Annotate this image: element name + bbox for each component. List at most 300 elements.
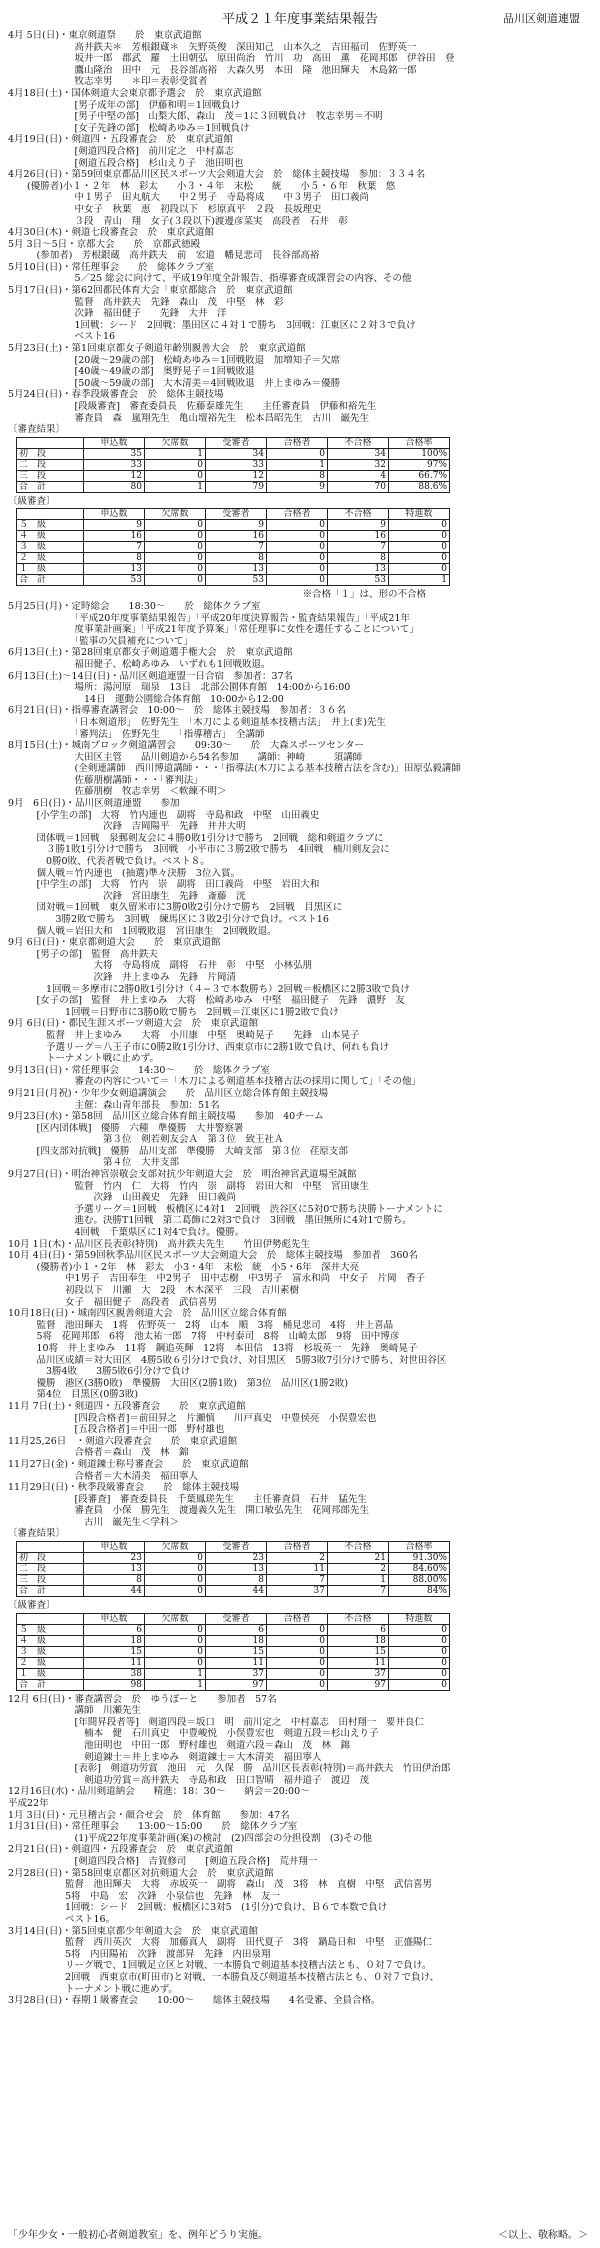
table-header-cell: 不合格 bbox=[328, 437, 389, 448]
report-line: 4月 5日(日)・東京剣道祭 於 東京武道館 bbox=[8, 30, 202, 41]
report-line: 佐藤朋樹 牧志幸男 ＜軟練不明＞ bbox=[8, 786, 227, 798]
table-cell: 0 bbox=[389, 531, 450, 542]
report-line: 中女子 秋葉 恵 初段以下 杉原真平 ２段 長坂理史 bbox=[8, 203, 322, 215]
table-cell: 0 bbox=[145, 520, 206, 531]
report-header bbox=[8, 6, 592, 30]
report-line: トーナメント戦に止めず。 bbox=[8, 1053, 159, 1065]
report-line: 5月25日(月)・定時総会 18:30〜 於 総体クラブ室 bbox=[8, 600, 261, 612]
table-row bbox=[17, 1564, 450, 1575]
table-cell: 97% bbox=[389, 459, 450, 470]
report-line: 「監事の欠員補充について」 bbox=[8, 635, 194, 647]
report-line: (1)平成22年度事業計画(案)の検討 (2)四部会の分担役割 (3)その他 bbox=[8, 1832, 372, 1844]
table-header-cell: 受審者 bbox=[206, 1542, 267, 1553]
report-line: 予選リーグ＝八王子市に0勝2敗1引分け、西東京市に2勝1敗で負け、何れも負け bbox=[8, 1041, 389, 1053]
table-cell: 0 bbox=[389, 520, 450, 531]
table-cell: 1 bbox=[389, 575, 450, 586]
table-header-cell bbox=[17, 1613, 84, 1624]
table-row-label: ３ 級 bbox=[17, 1646, 84, 1657]
table-cell: 0 bbox=[145, 542, 206, 553]
report-line: リーグ戦で、1回戦足立区と対戦、一本勝負で剣道基本技稽古法とも、０対７で負け。 bbox=[8, 1960, 432, 1972]
table-cell: 38 bbox=[84, 1668, 145, 1679]
report-line: 5／25 総会に向けて、平成19年度全計報告、指導審査成課習会の内容、その他 bbox=[8, 273, 412, 285]
table-row-label: 三 段 bbox=[17, 1575, 84, 1586]
table-cell: 0 bbox=[145, 564, 206, 575]
report-line: 5月10日(日)・常任理事会 於 総体クラブ室 bbox=[8, 261, 215, 273]
table-header-cell: 合格者 bbox=[267, 1542, 328, 1553]
table-row-label: １ 級 bbox=[17, 564, 84, 575]
table-cell: 0 bbox=[145, 1635, 206, 1646]
table-cell: 53 bbox=[328, 575, 389, 586]
report-line: [剣道四段合格] 前川定之 中村嘉志 bbox=[8, 145, 234, 157]
report-line: 監督 竹内 仁 大将 竹内 崇 副将 岩田大和 中堅 宮田康生 bbox=[8, 1180, 370, 1192]
table-header-row bbox=[17, 509, 450, 520]
report-line: 4回戦 千葉県区に1対4で負け。優勝。 bbox=[8, 1227, 245, 1239]
report-line: 第３位 剣若剣友会Ａ 第３位 致王社Ａ bbox=[8, 1134, 284, 1146]
report-line: (優勝者)小１・２年 林 彩太 小３・４年 末松 統 小５・６年 秋葉 悠 bbox=[8, 180, 396, 192]
report-line: 剣道功労賞＝高井鉄夫 寺島和政 田口智晴 福井道子 渡辺 茂 bbox=[8, 1774, 370, 1786]
table-cell: 0 bbox=[145, 553, 206, 564]
table-cell: 0 bbox=[267, 531, 328, 542]
report-line: 2回戦 西東京市(町田市)と対戦、一本勝負及び剣道基本技稽古法とも、０対７で負け、 bbox=[8, 1971, 440, 1983]
report-line: 14日 運動公園総合体育館 10:00から12:00 bbox=[8, 693, 284, 705]
table-row-label: ５ 級 bbox=[17, 520, 84, 531]
table-row bbox=[17, 564, 450, 575]
report-line: [中学生の部] 大将 竹内 崇 副将 田口義尚 中堅 岩田大和 bbox=[8, 879, 320, 891]
report-line: [五段合格者]＝中田一郎 野村雄也 bbox=[8, 1424, 225, 1436]
report-line: 8月15日(土)・城南ブロック剣道講習会 09:30〜 於 大森スポーツセンター bbox=[8, 740, 364, 752]
table-cell: 0 bbox=[267, 553, 328, 564]
results-table bbox=[16, 508, 450, 586]
table-cell: 53 bbox=[84, 575, 145, 586]
table-row bbox=[17, 1586, 450, 1597]
table-cell: 6 bbox=[84, 1624, 145, 1635]
report-line: [剣道四段合格] 吉賀修司 [剣道五段合格] 荒井翔一 bbox=[8, 1855, 318, 1867]
table-row bbox=[17, 470, 450, 481]
report-line: (参加者) 芳根銀蔵 高井鉄夫 前 宏道 幡見悲司 長谷部高裕 bbox=[8, 250, 320, 262]
table-cell: 66.7% bbox=[389, 470, 450, 481]
report-line: 4月26日(日)・第59回東京都品川区民スポーツ大会剣道大会 於 総体主競技場 参加：３３４名 bbox=[8, 169, 426, 181]
report-line: 大将 寺島将成 副将 石井 彰 中堅 小林弘朋 bbox=[8, 960, 313, 972]
table-cell: 0 bbox=[267, 1635, 328, 1646]
table-cell: 18 bbox=[328, 1635, 389, 1646]
table-cell: 0 bbox=[389, 564, 450, 575]
table-cell: 0 bbox=[145, 1624, 206, 1635]
table-cell: 34 bbox=[328, 448, 389, 459]
table-header-cell: 合格者 bbox=[267, 437, 328, 448]
report-line: [段級審査] 審査委員長 佐藤泰雄先生 主任審査員 伊藤和裕先生 bbox=[8, 401, 377, 412]
table-cell: 8 bbox=[267, 470, 328, 481]
report-line: 1回戦＝多摩市に2勝0敗1引分け（４−３で本数勝ち）2回戦＝板橋区に2勝3敗で負け bbox=[8, 983, 410, 995]
table-cell: 18 bbox=[84, 1635, 145, 1646]
table-header-cell bbox=[17, 509, 84, 520]
table-row bbox=[17, 520, 450, 531]
report-line: 次鋒 福田健子 先鋒 大井 洋 bbox=[8, 308, 227, 320]
table-cell: 15 bbox=[84, 1646, 145, 1657]
report-line: 優勝 港区(3勝0敗) 準優勝 大田区(2勝1敗) 第3位 品川区(1勝2敗) bbox=[8, 1377, 349, 1389]
table-cell: 0 bbox=[145, 1646, 206, 1657]
table-row bbox=[17, 1575, 450, 1586]
report-line: 個人戦＝岩田大和 1回戦敗退 宮田康生 2回戦敗退。 bbox=[8, 925, 277, 937]
report-document bbox=[8, 6, 592, 2007]
results-table bbox=[16, 437, 450, 493]
table-cell: 0 bbox=[389, 1624, 450, 1635]
table-cell: 0 bbox=[389, 1679, 450, 1690]
table-cell: 7 bbox=[206, 542, 267, 553]
table-cell: 37 bbox=[206, 1668, 267, 1679]
report-line: 監督 池田輝夫 1将 佐野英一 2将 山本 順 3将 桶見悲司 4将 井上喜晶 bbox=[8, 1319, 394, 1331]
table-cell: 15 bbox=[328, 1646, 389, 1657]
report-line: 次鋒 吉岡陽平 先鋒 井井大明 bbox=[8, 821, 246, 833]
table-header-cell: 合格者 bbox=[267, 509, 328, 520]
report-line: 次鋒 宮田康生 先鋒 斎藤 洸 bbox=[8, 890, 246, 902]
report-line: 度事業計画案」「平成21年度予算案」「常任理事に女性を選任することについて」 bbox=[8, 624, 419, 636]
table-cell: 0 bbox=[267, 1657, 328, 1668]
table-cell: 0 bbox=[389, 1646, 450, 1657]
report-line: [年間昇段者等] 剣道四段＝坂口 明 前川定之 中村嘉志 田村翔一 要井良仁 bbox=[8, 1716, 424, 1728]
report-line: 審査員 森 嵐翔先生 亀山壇裕先生 松本昌昭先生 古川 巌先生 bbox=[8, 412, 370, 424]
table-row-label: ３ 級 bbox=[17, 542, 84, 553]
report-line: 個人戦＝竹内連也 (抽選)準々決勝 3位入賞。 bbox=[8, 867, 240, 879]
report-line: 9月13日(日)・常任理事会 14:30〜 於 総体クラブ室 bbox=[8, 1064, 270, 1076]
report-footer bbox=[8, 2226, 588, 2240]
report-line: 1回戦：シード 2回戦：墨田区に４対１で勝ち 3回戦：江東区に２対３で負け bbox=[8, 319, 416, 331]
results-table-caption: 〔級審査〕 bbox=[8, 1600, 56, 1612]
report-line: 5月24日(日)・春季段級審査会 於 総体主競技場 bbox=[8, 389, 224, 401]
table-cell: 0 bbox=[145, 1564, 206, 1575]
table-row-label: １ 級 bbox=[17, 1668, 84, 1679]
report-line: 3月28日(日)・春期１級審査会 10:00〜 総体主競技場 4名受審、全員合格。 bbox=[8, 1995, 381, 2007]
report-line: 監督 西川英次 大将 加藤真人 副将 田代夏子 3将 鍋島日和 中堅 正盛陽仁 bbox=[8, 1937, 433, 1949]
report-line: 剣道錬士＝井上まゆみ 剣道錬士＝大木清美 福田寧人 bbox=[8, 1751, 322, 1763]
table-cell: 9 bbox=[328, 520, 389, 531]
table-header-cell: 受審者 bbox=[206, 509, 267, 520]
report-line: 監督 井上まゆみ 大将 小川康 中堅 奥崎晃子 先鋒 山本晃子 bbox=[8, 1029, 360, 1041]
table-cell: 33 bbox=[206, 459, 267, 470]
table-row bbox=[17, 542, 450, 553]
table-cell: 1 bbox=[145, 448, 206, 459]
table-header-row bbox=[17, 437, 450, 448]
footer-note: 「少年少女・一般初心者剣道教室」を、例年どうり実施。 bbox=[8, 2230, 268, 2241]
table-cell: 8 bbox=[206, 1575, 267, 1586]
table-header-cell: 合格率 bbox=[389, 1542, 450, 1553]
table-row-label: ５ 級 bbox=[17, 1624, 84, 1635]
table-cell: 35 bbox=[84, 448, 145, 459]
table-row-label: ４ 級 bbox=[17, 1635, 84, 1646]
report-line: 古川 巌先生＜学科＞ bbox=[8, 1516, 180, 1528]
report-line: 平成22年 bbox=[8, 1798, 49, 1809]
report-line: [男子中堅の部] 山梨大郎、森山 茂＝1に３回戦負け 牧志幸男＝不明 bbox=[8, 111, 383, 123]
table-cell: 0 bbox=[145, 1586, 206, 1597]
table-cell: 34 bbox=[206, 448, 267, 459]
report-line: 審査の内容について＝「木刀による剣道基本技稽古法の採用に関して」「その他」 bbox=[8, 1076, 422, 1088]
report-line: [女子先鋒の部] 松崎あゆみ＝1回戦負け bbox=[8, 122, 250, 134]
table-cell: 2 bbox=[328, 1564, 389, 1575]
report-line: 主催：森山青年部長 参加：51名 bbox=[8, 1099, 220, 1111]
table-cell: 88.00% bbox=[389, 1575, 450, 1586]
report-line: トーナメント戦に進めず。 bbox=[8, 1983, 178, 1995]
table-row bbox=[17, 1646, 450, 1657]
table-cell: 1 bbox=[267, 459, 328, 470]
report-line: 団体戦＝1回戦 泉郵剣友会に４勝0敗1引分けで勝ち 2回戦 総和剣道クラブに bbox=[8, 832, 384, 844]
table-cell: 0 bbox=[145, 1657, 206, 1668]
table-header-cell: 申込数 bbox=[84, 509, 145, 520]
table-row bbox=[17, 1668, 450, 1679]
results-table bbox=[16, 1613, 450, 1691]
table-cell: 0 bbox=[267, 1679, 328, 1690]
table-cell: 0 bbox=[145, 470, 206, 481]
table-cell: 0 bbox=[267, 1646, 328, 1657]
report-line: 池田明也 中田一郎 野村雄也 剣道六段＝森山 茂 林 錦 bbox=[8, 1740, 351, 1752]
report-line: 合格者＝大木清美 福田寧人 bbox=[8, 1470, 199, 1482]
table-cell: 9 bbox=[206, 520, 267, 531]
table-cell: 13 bbox=[206, 1564, 267, 1575]
table-header-cell: 申込数 bbox=[84, 437, 145, 448]
table-cell: 0 bbox=[267, 1624, 328, 1635]
table-header-cell: 申込数 bbox=[84, 1542, 145, 1553]
table-header-cell: 特進数 bbox=[389, 509, 450, 520]
report-title: 平成２１年度事業結果報告 bbox=[221, 12, 378, 27]
report-line: 10将 井上まゆみ 11将 鋼追英輝 12将 本田信 13将 杉坂英一 先鋒 奥崎晃子 bbox=[8, 1342, 418, 1354]
report-line: 2月21日(日)・剣道四・五段審査会 於 東京武道館 bbox=[8, 1844, 234, 1856]
table-cell: 7 bbox=[84, 542, 145, 553]
table-row bbox=[17, 448, 450, 459]
results-table-caption: 〔審査結果〕 bbox=[8, 1528, 66, 1540]
report-line: 1月31日(日)・常任理事会 13:00〜15:00 於 総体クラブ室 bbox=[8, 1821, 298, 1833]
table-cell: 16 bbox=[206, 531, 267, 542]
report-line: 10月18日(日)・城南四区親善剣道大会 於 品川区立総合体育館 bbox=[8, 1308, 287, 1320]
table-cell: 2 bbox=[267, 1553, 328, 1564]
report-line: 9月 6日(日)・都民生涯スポーツ剣道大会 於 東京武道館 bbox=[8, 1018, 259, 1030]
table-cell: 33 bbox=[84, 459, 145, 470]
table-row bbox=[17, 553, 450, 564]
report-line: 4月30日(木)・剣道七段審査会 於 東京武道館 bbox=[8, 227, 215, 239]
report-line: 11月 7日(土)・剣道四・五段審査会 於 東京武道館 bbox=[8, 1400, 246, 1412]
report-line: 楠本 健 石川真史 中豊峻悦 小俣豊宏也 剣道五段＝杉山えり子 bbox=[8, 1728, 379, 1740]
report-line: 5月23日(土)・第1回東京都女子剣道年齢別親善大会 於 東京武道館 bbox=[8, 343, 306, 355]
report-line: 牧志幸男 ＊印＝表彰受賞者 bbox=[8, 76, 208, 88]
report-line: 初段以下 川瀬 大 2段 木木深平 三段 吉川素樹 bbox=[8, 1285, 300, 1296]
table-cell: 100% bbox=[389, 448, 450, 459]
report-line: [区内団体戦] 優勝 六種 準優勝 大井警察署 bbox=[8, 1122, 244, 1134]
report-line: 11月27日(金)・剣道錬士称号審査会 於 東京武道館 bbox=[8, 1458, 249, 1470]
report-line: 品川区成績＝対大田区 4勝5敗６引分けで負け、対目黒区 5勝3敗7引分けで勝ち、対世田谷区 bbox=[8, 1354, 447, 1366]
report-line: 予選リーグ＝1回戦 板橋区に4対1 2回戦 渋谷区に5対0で勝ち決勝トーナメントに bbox=[8, 1203, 443, 1215]
table-cell: 8 bbox=[206, 553, 267, 564]
table-cell: 11 bbox=[84, 1657, 145, 1668]
table-row bbox=[17, 531, 450, 542]
table-row-label: 初 段 bbox=[17, 448, 84, 459]
footer-honorific-note: ＜以上、敬称略。＞ bbox=[498, 2230, 588, 2241]
table-cell: 0 bbox=[145, 575, 206, 586]
report-line: ※合格「１」は、形の不合格 bbox=[8, 589, 427, 601]
table-cell: 13 bbox=[84, 1564, 145, 1575]
report-line: [剣道五段合格] 杉山えり子 池田明也 bbox=[8, 157, 244, 169]
table-cell: 8 bbox=[84, 1575, 145, 1586]
table-cell: 0 bbox=[389, 553, 450, 564]
table-row bbox=[17, 1553, 450, 1564]
table-cell: 88.6% bbox=[389, 481, 450, 492]
table-cell: 13 bbox=[206, 564, 267, 575]
table-header-cell bbox=[17, 437, 84, 448]
table-row bbox=[17, 481, 450, 492]
report-line: 場所：湯河原 瑞泉 13日 北部公園体育館 14:00から16:00 bbox=[8, 682, 351, 694]
report-line: 合格者＝森山 茂 林 錦 bbox=[8, 1447, 189, 1459]
table-row-label: 二 段 bbox=[17, 459, 84, 470]
table-header-cell: 受審者 bbox=[206, 437, 267, 448]
report-line: 団対戦＝1回戦 東久留米市に3勝0敗2引分けで勝ち 2回戦 目黒区に bbox=[8, 902, 343, 914]
table-header-cell: 欠席数 bbox=[145, 1542, 206, 1553]
table-cell: 97 bbox=[328, 1679, 389, 1690]
table-cell: 44 bbox=[206, 1586, 267, 1597]
report-line: 12月16日(水)・品川剣道納会 精進：18：30〜 納会＝20:00〜 bbox=[8, 1786, 310, 1798]
table-cell: 0 bbox=[389, 1635, 450, 1646]
table-row-label: 三 段 bbox=[17, 470, 84, 481]
table-cell: 12 bbox=[84, 470, 145, 481]
report-line: 9月23日(水)・第58回 品川区立総合体育館主競技場 参加 40チーム bbox=[8, 1111, 324, 1123]
table-cell: 13 bbox=[84, 564, 145, 575]
table-cell: 16 bbox=[328, 531, 389, 542]
report-line: 佐藤朋樹講師・・・「審判法」 bbox=[8, 774, 203, 786]
report-line: 11月25,26日 ・剣道六段審査会 於 東京武道館 bbox=[8, 1435, 238, 1447]
report-body bbox=[8, 30, 592, 2007]
table-cell: 0 bbox=[267, 1668, 328, 1679]
report-line: 講師 川瀬先生 bbox=[8, 1705, 142, 1717]
table-cell: 0 bbox=[267, 448, 328, 459]
report-line: 9月 6日(日)・東京都剣道大会 於 東京武道館 bbox=[8, 937, 221, 949]
table-cell: 9 bbox=[267, 481, 328, 492]
table-cell: 11 bbox=[206, 1657, 267, 1668]
report-line: 2月28日(日)・第58回東京都区対抗剣道大会 於 東京武道館 bbox=[8, 1867, 274, 1879]
report-line: 監督 池田輝夫 大将 赤坂英一 副将 森山 茂 3将 林 直樹 中堅 武信喜男 bbox=[8, 1879, 433, 1891]
table-cell: 11 bbox=[328, 1657, 389, 1668]
table-cell: 44 bbox=[84, 1586, 145, 1597]
table-cell: 18 bbox=[206, 1635, 267, 1646]
report-line: 4月18日(土)・国体剣道大会東京都予選会 於 東京武道館 bbox=[8, 87, 262, 99]
report-line: 3勝2敗で勝ち 3回戦 練馬区に３敗2引分けで負け。ベスト16 bbox=[8, 914, 329, 925]
report-line: 1月 3日(日)・元旦稽古会・顔合せ会 於 体育館 参加：47名 bbox=[8, 1809, 290, 1821]
table-header-cell: 不合格 bbox=[328, 509, 389, 520]
report-line: 4月19日(日)・剣道四・五段審査会 於 東京武道館 bbox=[8, 134, 234, 146]
table-cell: 4 bbox=[328, 470, 389, 481]
report-line: [四支部対抗戦] 優勝 品川支部 準優勝 大崎支部 第３位 荏原支部 bbox=[8, 1145, 348, 1157]
table-cell: 0 bbox=[145, 1575, 206, 1586]
report-line: 6月13日(土)〜14日(日)・品川区剣道連盟一日合宿 参加者：37名 bbox=[8, 670, 294, 682]
table-cell: 84.60% bbox=[389, 1564, 450, 1575]
table-row-label: 合 計 bbox=[17, 1679, 84, 1690]
report-line: 9月21日(月祝)・少年少女剣道講演会 於 品川区立総合体育館主競技場 bbox=[8, 1087, 329, 1099]
table-cell: 84% bbox=[389, 1586, 450, 1597]
table-row-label: 合 計 bbox=[17, 575, 84, 586]
report-line: 10月 1日(木)・品川区長表彰(特別) 高井鉄夫先生 竹田伊勢彪先生 bbox=[8, 1238, 310, 1250]
report-line: 大田区主管 品川剣道から54名参加 講師：神崎 須講師 bbox=[8, 751, 363, 763]
report-line: 「平成20年度事業結果報告」「平成20年度決算報告・監査結果報告」「平成21年 bbox=[8, 612, 411, 624]
table-row-label: 合 計 bbox=[17, 1586, 84, 1597]
table-cell: 7 bbox=[328, 542, 389, 553]
results-table-caption: 〔級審査〕 bbox=[8, 495, 56, 507]
report-line: [40歳〜49歳の部] 奥野晃子＝1回戦敗退 bbox=[8, 366, 255, 378]
table-header-cell: 特進数 bbox=[389, 1613, 450, 1624]
table-row-label: 合 計 bbox=[17, 481, 84, 492]
report-line: ３段 青山 翔 女子(３段以下)渡邊彦菜実 高段者 石井 彰 bbox=[8, 215, 348, 227]
report-line: 5将 内田陽祐 次鋒 渡部昇 先鋒 内田泉翔 bbox=[8, 1948, 271, 1960]
table-cell: 11 bbox=[267, 1564, 328, 1575]
report-line: 9月27日(日)・明治神宮崇敬会支部対抗少年剣道大会 於 明治神宮武道場至誠館 bbox=[8, 1169, 357, 1181]
table-header-cell: 不合格 bbox=[328, 1613, 389, 1624]
table-row bbox=[17, 459, 450, 470]
report-line: [50歳〜59歳の部] 大木清美＝4回戦敗退 井上まゆみ＝優勝 bbox=[8, 377, 341, 389]
report-line: [小学生の部] 大将 竹内連也 副将 寺島和政 中堅 山田義史 bbox=[8, 809, 320, 821]
table-row-label: ２ 級 bbox=[17, 553, 84, 564]
table-cell: 98 bbox=[84, 1679, 145, 1690]
table-cell: 0 bbox=[267, 542, 328, 553]
report-line: ベスト16。 bbox=[8, 1913, 116, 1925]
table-cell: 0 bbox=[389, 1668, 450, 1679]
report-line: 9月 6日(日)・品川区剣道連盟 参加 bbox=[8, 798, 180, 810]
table-header-cell: 受審者 bbox=[206, 1613, 267, 1624]
report-line: 中1男子 吉田奉生 中2男子 田中志樹 中3男子 富永和尚 中女子 片岡 香子 bbox=[8, 1273, 426, 1285]
report-line: 5月 3日〜5日・京都大会 於 京都武徳殿 bbox=[8, 238, 201, 250]
report-line: ３勝1敗1引分けで勝ち 3回戦 小平市に３勝2敗で勝ち 4回戦 楠川剣友会に bbox=[8, 844, 390, 856]
table-header-cell: 欠席数 bbox=[145, 509, 206, 520]
report-line: 0勝0敗、代表者戦で負け。ベスト８。 bbox=[8, 856, 210, 868]
table-cell: 32 bbox=[328, 459, 389, 470]
report-line: 中１男子 田丸航大 中２男子 寺島将成 中３男子 田口義尚 bbox=[8, 192, 370, 204]
report-line: 次鋒 井上まゆみ 先鋒 片岡清 bbox=[8, 971, 237, 983]
report-line: 5月17日(日)・第62回都民体育大会「東京都総合 於 東京武道館 bbox=[8, 285, 293, 297]
report-line: (優勝者)小１・2年 林 彩太 小3・4年 末松 統 小5・6年 深井大亮 bbox=[8, 1261, 360, 1273]
table-header-cell: 合格率 bbox=[389, 437, 450, 448]
report-line: 「日本剣道形」 佐野先生 「木刀による剣道基本技稽古法」 井上(ま)先生 bbox=[8, 716, 386, 728]
report-line: 福田健子、松崎あゆみ いずれも1回戦敗退。 bbox=[8, 658, 271, 670]
table-cell: 23 bbox=[206, 1553, 267, 1564]
table-cell: 37 bbox=[267, 1586, 328, 1597]
table-cell: 6 bbox=[328, 1624, 389, 1635]
table-header-cell: 合格者 bbox=[267, 1613, 328, 1624]
table-header-cell: 欠席数 bbox=[145, 437, 206, 448]
table-header-cell: 欠席数 bbox=[145, 1613, 206, 1624]
report-line: 3月14日(日)・第5回東京都少年剣道大会 於 東京武道館 bbox=[8, 1925, 259, 1937]
table-cell: 7 bbox=[328, 1586, 389, 1597]
table-row bbox=[17, 1679, 450, 1690]
results-table bbox=[16, 1541, 450, 1597]
report-line: [表彰] 剣道功労賞 池田 元 久保 勝 品川区長表彰(特別)＝高井鉄夫 竹田伊治郎 bbox=[8, 1763, 451, 1775]
report-line: 監督 高井鉄夫 先鋒 森山 茂 中堅 林 彩 bbox=[8, 296, 284, 308]
table-cell: 23 bbox=[84, 1553, 145, 1564]
report-line: 6月13日(土)・第28回東京都女子剣道選手権大会 於 東京武道館 bbox=[8, 647, 293, 659]
table-header-cell bbox=[17, 1542, 84, 1553]
table-cell: 13 bbox=[328, 564, 389, 575]
report-line: [段審査] 審査委員長 千葉鳳瑳先生 主任審査員 石井 猛先生 bbox=[8, 1493, 367, 1505]
table-row-label: ４ 級 bbox=[17, 531, 84, 542]
report-line: [男子成年の部] 伊藤和明＝1回戦負け bbox=[8, 99, 240, 111]
table-cell: 91.30% bbox=[389, 1553, 450, 1564]
table-row-label: ２ 級 bbox=[17, 1657, 84, 1668]
report-line: 次鋒 山田義史 先鋒 田口義尚 bbox=[8, 1192, 237, 1204]
report-line: 高井鉄夫＊ 芳根銀蔵＊ 矢野英俊 深田知己 山本久之 吉田福司 佐野英一 bbox=[8, 41, 417, 53]
table-cell: 21 bbox=[328, 1553, 389, 1564]
table-cell: 9 bbox=[84, 520, 145, 531]
report-line: 第４位 大井支部 bbox=[8, 1157, 180, 1169]
table-cell: 0 bbox=[389, 1657, 450, 1668]
table-cell: 1 bbox=[145, 1679, 206, 1690]
organization-name: 品川区剣道連盟 bbox=[503, 12, 580, 25]
report-line: 進む。決勝T1回戦 第二葛飾に2対3で負け 3回戦 墨田無所に4対1で勝ち。 bbox=[8, 1215, 412, 1227]
results-table-caption: 〔審査結果〕 bbox=[8, 424, 66, 436]
report-line: 審査員 小保 勝先生 渡邊義久先生 開口敏弘先生 花岡邦郎先生 bbox=[8, 1505, 370, 1517]
table-cell: 12 bbox=[206, 470, 267, 481]
table-cell: 7 bbox=[267, 1575, 328, 1586]
table-cell: 8 bbox=[328, 553, 389, 564]
